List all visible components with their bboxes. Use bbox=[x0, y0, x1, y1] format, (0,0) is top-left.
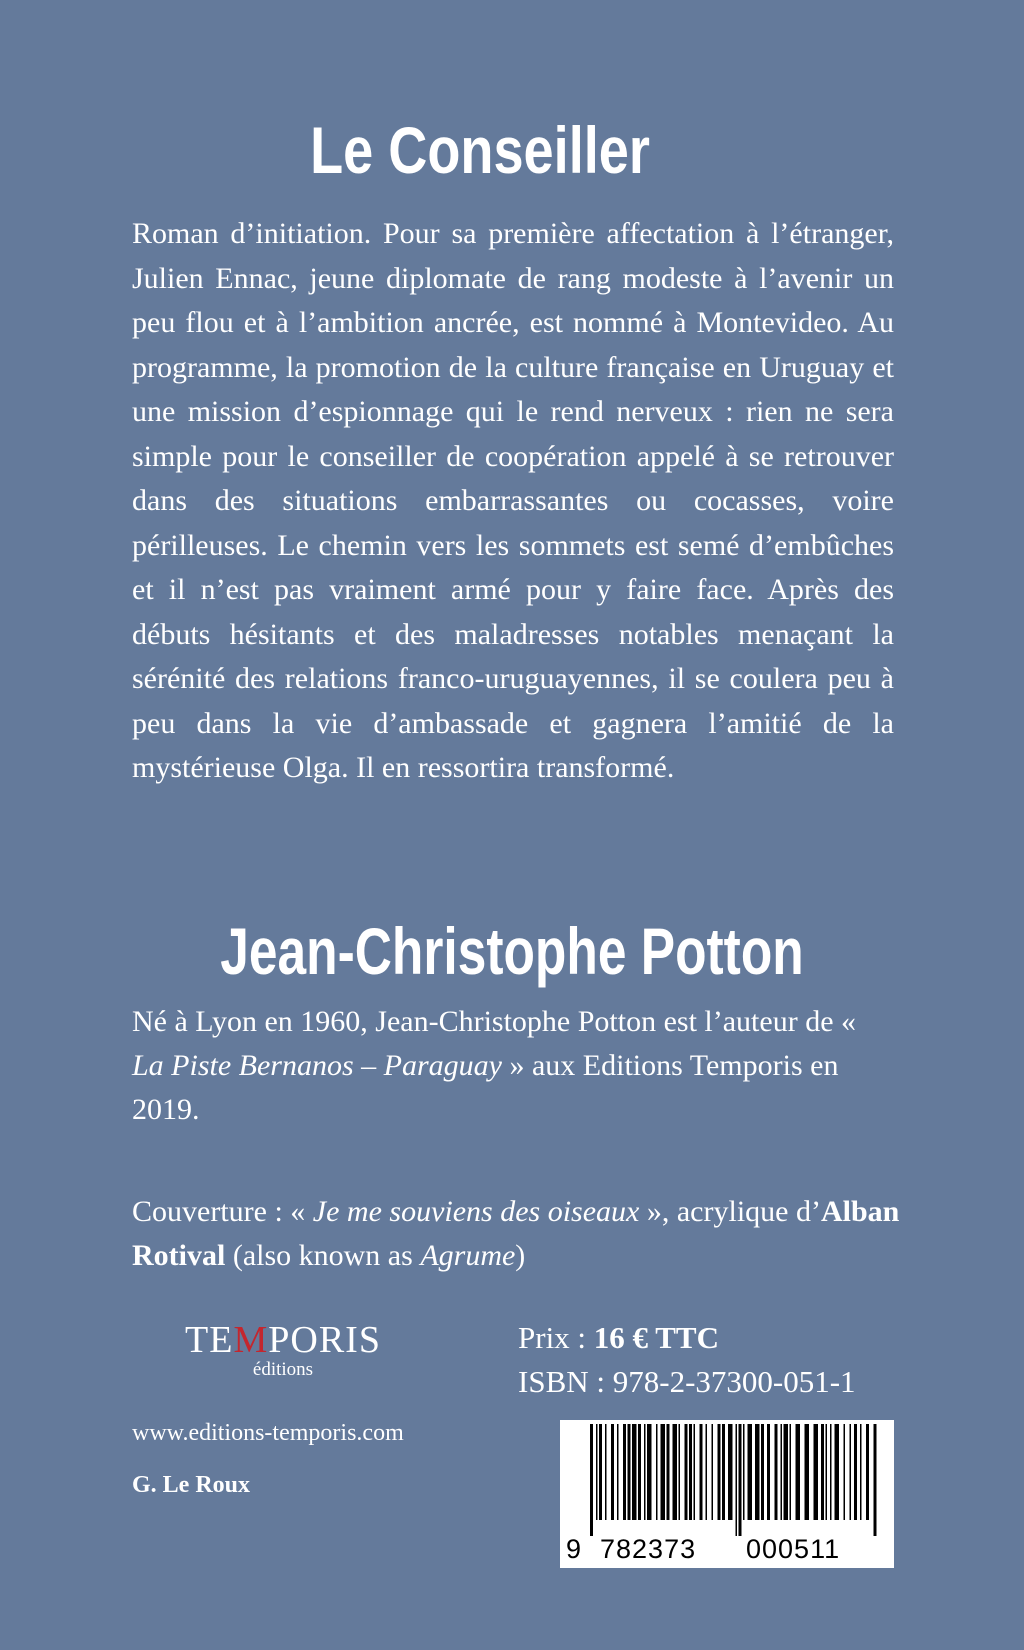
barcode-bar bbox=[844, 1424, 846, 1520]
barcode-bar bbox=[866, 1424, 869, 1520]
barcode-bar bbox=[611, 1424, 614, 1520]
barcode-bar bbox=[628, 1424, 631, 1520]
author-previous-book: La Piste Bernanos – Paraguay bbox=[132, 1049, 502, 1082]
barcode-bar bbox=[761, 1424, 764, 1520]
barcode-bar bbox=[667, 1424, 670, 1520]
barcode-bar bbox=[706, 1424, 708, 1520]
barcode-bar bbox=[854, 1424, 857, 1520]
cover-credit-prefix: Couverture : « bbox=[132, 1195, 313, 1228]
barcode-bar bbox=[685, 1424, 688, 1520]
barcode-bar bbox=[850, 1424, 852, 1520]
barcode-bar bbox=[748, 1424, 753, 1520]
barcode-bar bbox=[679, 1424, 681, 1520]
barcode-bar bbox=[781, 1424, 783, 1520]
barcode-bar bbox=[790, 1424, 792, 1520]
cover-credit-aka-prefix: (also known as bbox=[225, 1239, 421, 1272]
barcode-bar bbox=[590, 1424, 593, 1536]
logo-part-1: TE bbox=[185, 1319, 234, 1361]
barcode-bar bbox=[656, 1424, 658, 1520]
publisher-logo-word bbox=[168, 1320, 398, 1360]
barcode-bar bbox=[638, 1424, 641, 1520]
barcode-bar bbox=[814, 1424, 819, 1520]
barcode-group-1: 782373 bbox=[600, 1534, 697, 1564]
publisher-logo-subtitle: éditions bbox=[252, 1359, 314, 1380]
barcode-bar bbox=[718, 1424, 721, 1520]
barcode-bar bbox=[700, 1424, 703, 1520]
barcode-bar bbox=[743, 1424, 745, 1520]
barcode-bar bbox=[826, 1424, 828, 1520]
barcode-bar bbox=[775, 1424, 778, 1520]
barcode-bar bbox=[767, 1424, 770, 1520]
price-value: 16 € TTC bbox=[593, 1320, 719, 1355]
barcode-bar bbox=[673, 1424, 678, 1520]
barcode-bar bbox=[694, 1424, 696, 1520]
barcode bbox=[560, 1420, 894, 1568]
cover-credit bbox=[132, 1190, 932, 1278]
barcode-bar bbox=[599, 1424, 602, 1520]
author-bio-text: Né à Lyon en 1960, Jean-Christophe Potton est l’auteur de « bbox=[132, 1005, 857, 1038]
barcode-bar bbox=[712, 1424, 714, 1520]
barcode-bar bbox=[722, 1424, 725, 1520]
barcode-bar bbox=[605, 1424, 607, 1520]
isbn: ISBN : 978-2-37300-051-1 bbox=[518, 1364, 856, 1399]
barcode-bar bbox=[632, 1424, 637, 1520]
author-bio-text-end: » aux Editions Temporis en 2019. bbox=[132, 1049, 839, 1126]
barcode-bar bbox=[755, 1424, 760, 1520]
barcode-bar bbox=[784, 1424, 789, 1520]
barcode-bar bbox=[796, 1424, 801, 1520]
cover-credit-mid: », acrylique d’ bbox=[639, 1195, 821, 1228]
barcode-bar bbox=[689, 1424, 692, 1520]
barcode-bar bbox=[830, 1424, 832, 1520]
cover-credit-suffix: ) bbox=[515, 1239, 526, 1272]
book-blurb: Roman d’initiation. Pour sa première affectation à l’étranger, Julien Ennac, jeune diplomate de rang modeste à l’avenir un peu flou et à l’ambition ancrée, est nommé à Montevideo. Au programme, la promotion de la culture française en Uruguay et une mission d’espionnage qui le rend nerveux : rien ne sera simple pour le conseiller de coopération appelé à se retrouver dans des situations embarrassantes ou cocasses, voire périlleuses. Le chemin vers les sommets est semé d’embûches et il n’est pas vraiment armé pour y faire face. Après des débuts hésitants et des maladresses notables menaçant la sérénité des relations franco-uruguayennes, il se coulera peu à peu dans la vie d’ambassade et gagnera l’amitié de la mystérieuse Olga. Il en ressortira transformé. bbox=[132, 217, 894, 784]
logo-accent-letter: M bbox=[233, 1319, 269, 1361]
barcode-bar bbox=[623, 1424, 626, 1520]
cover-artwork-title: Je me souviens des oiseaux bbox=[312, 1195, 640, 1228]
barcode-bar bbox=[644, 1424, 646, 1520]
design-credit: G. Le Roux bbox=[132, 1472, 251, 1498]
barcode-bar bbox=[661, 1424, 666, 1520]
barcode-bar bbox=[617, 1424, 619, 1520]
barcode-bar bbox=[596, 1424, 598, 1520]
price-label: Prix : bbox=[518, 1320, 594, 1355]
barcode-group-2: 000511 bbox=[746, 1534, 841, 1564]
barcode-bar bbox=[739, 1424, 742, 1536]
publisher-website: www.editions-temporis.com bbox=[132, 1420, 404, 1446]
barcode-bar bbox=[736, 1424, 738, 1536]
author-bio bbox=[132, 1000, 892, 1132]
barcode-bar bbox=[860, 1424, 862, 1520]
barcode-bar bbox=[647, 1424, 652, 1520]
price bbox=[518, 1318, 719, 1358]
barcode-bar bbox=[821, 1424, 824, 1520]
book-title: Le Conseiller bbox=[310, 113, 650, 187]
barcode-bar bbox=[874, 1424, 877, 1536]
barcode-bar bbox=[728, 1424, 733, 1520]
barcode-first-digit: 9 bbox=[566, 1534, 582, 1564]
barcode-bar bbox=[835, 1424, 840, 1520]
cover-artist: Alban Rotival bbox=[132, 1195, 900, 1272]
cover-artist-alias: Agrume bbox=[420, 1239, 516, 1272]
publisher-logo bbox=[168, 1320, 398, 1380]
author-name: Jean-Christophe Potton bbox=[220, 914, 804, 988]
logo-part-2: PORIS bbox=[268, 1319, 381, 1361]
barcode-bars bbox=[560, 1420, 894, 1538]
barcode-bar bbox=[805, 1424, 810, 1520]
